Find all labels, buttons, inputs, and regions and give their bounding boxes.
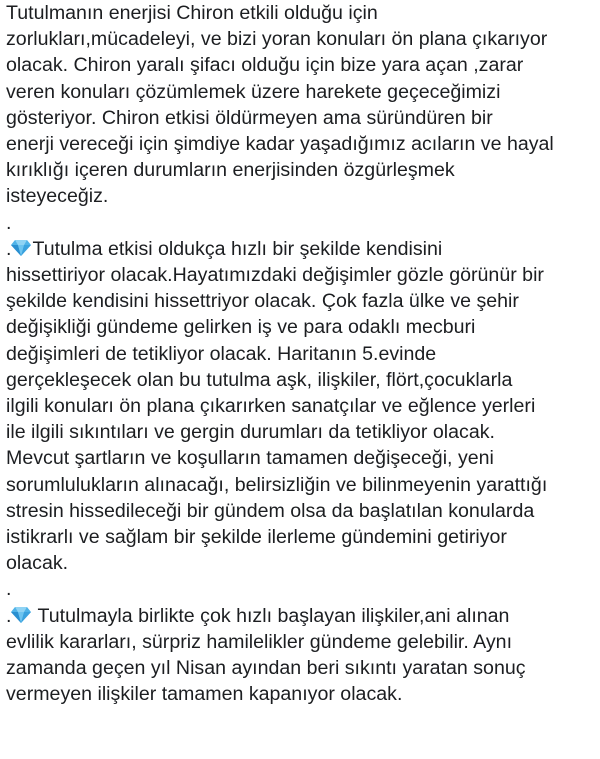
text-line — [6, 236, 598, 262]
text-line — [6, 603, 598, 629]
text-line-content: Tutulma etkisi oldukça hızlı bir şekilde kendisini — [32, 237, 443, 260]
text-line: Tutulmanın enerjisi Chiron etkili olduğu için — [6, 2, 378, 24]
text-line: isteyeceğiz. — [6, 185, 109, 208]
text-line: zorlukları,mücadeleyi, ve bizi yoran konuları ön plana çıkarıyor — [6, 28, 548, 51]
text-line: ilgili konuları ön plana çıkarırken sanatçılar ve eğlence yerleri — [6, 395, 536, 418]
text-line: vermeyen ilişkiler tamamen kapanıyor olacak. — [6, 683, 403, 706]
text-line: olacak. — [6, 552, 69, 575]
text-line: zamanda geçen yıl Nisan ayından beri sıkıntı yaratan sonuç — [6, 657, 526, 680]
text-line: olacak. Chiron yaralı şifacı olduğu için bize yara açan ,zarar — [6, 54, 524, 77]
text-line-content: Tutulmayla birlikte çok hızlı başlayan ilişkiler,ani alınan — [32, 604, 510, 627]
bullet-prefix: . — [6, 237, 12, 260]
paragraph-2 — [6, 236, 598, 577]
text-line: gerçekleşecek olan bu tutulma aşk, ilişkiler, flört,çocuklarla — [6, 368, 513, 391]
text-line: gösteriyor. Chiron etkisi öldürmeyen ama süründüren bir — [6, 106, 493, 129]
text-line: enerji vereceği için şimdiye kadar yaşadığımız acıların ve hayal — [6, 133, 554, 156]
text-line: şekilde kendisini hissettriyor olacak. Çok fazla ülke ve şehir — [6, 290, 519, 313]
paragraph-3 — [6, 603, 598, 708]
bullet-prefix: . — [6, 604, 12, 627]
text-line: veren konuları çözümlemek üzere harekete geçeceğimizi — [6, 80, 501, 103]
text-line: değişikliği gündeme gelirken iş ve para odaklı mecburi — [6, 316, 476, 339]
text-line: stresin hissedileceği bir gündem olsa da başlatılan konularda — [6, 499, 535, 522]
gem-stone-icon — [11, 606, 31, 624]
post-text — [6, 0, 598, 707]
gem-stone-icon — [11, 239, 31, 257]
text-line: Mevcut şartların ve koşulların tamamen değişeceği, yeni — [6, 447, 494, 470]
text-line: sorumlulukların alınacağı, belirsizliğin ve bilinmeyenin yarattığı — [6, 473, 548, 496]
text-line: değişimleri de tetikliyor olacak. Haritanın 5.evinde — [6, 342, 437, 365]
text-line: ile ilgili sıkıntıları ve gergin durumları da tetikliyor olacak. — [6, 421, 495, 444]
text-line: istikrarlı ve sağlam bir şekilde ilerleme gündemini getiriyor — [6, 526, 507, 549]
paragraph-1 — [6, 0, 598, 210]
separator-dot: . — [6, 578, 12, 601]
text-line: evlilik kararları, sürpriz hamilelikler gündeme gelebilir. Aynı — [6, 630, 513, 653]
separator-dot: . — [6, 211, 12, 234]
text-line: hissettiriyor olacak.Hayatımızdaki değişimler gözle görünür bir — [6, 264, 544, 287]
text-line: kırıklığı içeren durumların enerjisinden özgürleşmek — [6, 159, 455, 182]
